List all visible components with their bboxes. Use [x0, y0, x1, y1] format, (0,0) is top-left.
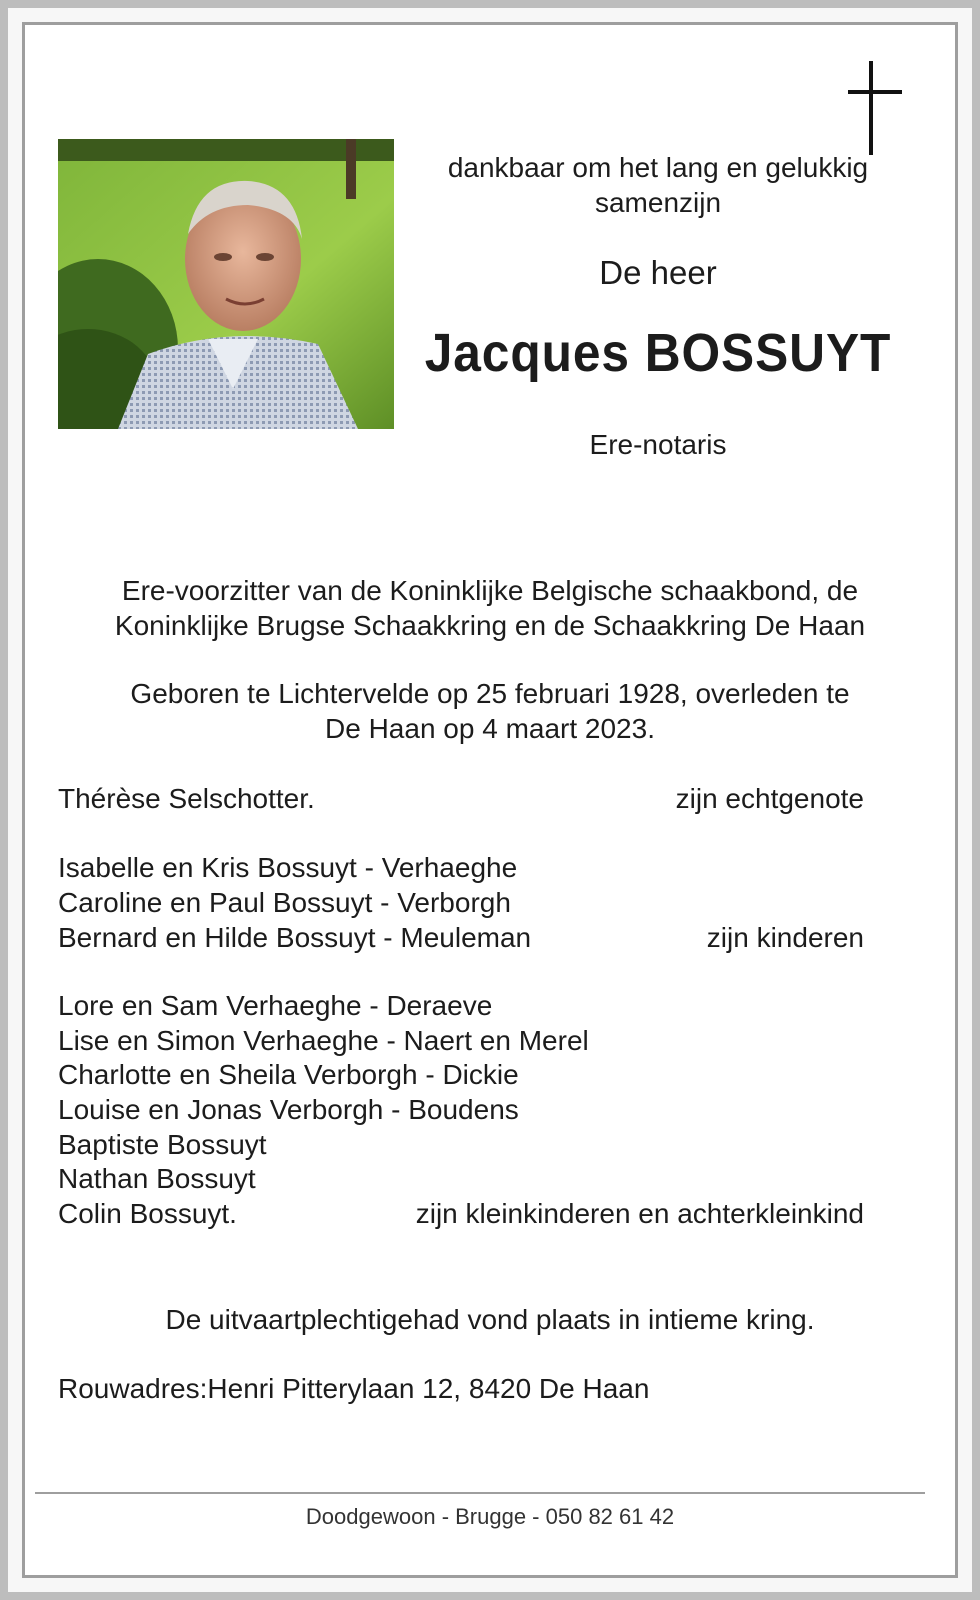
grandchild-row-2	[58, 1023, 864, 1058]
deceased-title: Ere-notaris	[589, 429, 727, 460]
children-relation: zijn kinderen	[706, 922, 864, 953]
grandchild-name: Baptiste Bossuyt	[58, 1129, 267, 1160]
intro-line-2: samenzijn	[594, 187, 722, 218]
grandchild-row-4	[58, 1092, 864, 1127]
footer-divider	[35, 1492, 925, 1494]
grandchild-row-5	[58, 1127, 864, 1162]
grandchild-row-6	[58, 1161, 864, 1196]
mourning-address: Rouwadres:Henri Pitterylaan 12, 8420 De Haan	[58, 1373, 650, 1404]
intro-text	[415, 150, 901, 220]
grandchild-row-1	[58, 988, 864, 1023]
grandchild-name: Colin Bossuyt.	[58, 1198, 237, 1229]
address-row	[58, 1371, 864, 1406]
deceased-name: Jacques BOSSUYT	[424, 323, 892, 383]
grandchild-row-3	[58, 1057, 864, 1092]
honors-line-1: Ere-voorzitter van de Koninklijke Belgische schaakbond, de	[121, 575, 859, 606]
grandchildren-relation: zijn kleinkinderen en achterkleinkind	[415, 1198, 864, 1229]
salutation: De heer	[599, 254, 717, 291]
deceased-name-wrap	[400, 322, 916, 392]
spouse-name: Thérèse Selschotter.	[58, 783, 315, 814]
birth-death-line-1: Geboren te Lichtervelde op 25 februari 1928, overleden te	[130, 678, 850, 709]
spouse-row	[58, 781, 864, 816]
birth-death-line-2: De Haan op 4 maart 2023.	[325, 713, 655, 744]
child-row-1	[58, 850, 864, 885]
portrait-photo	[58, 139, 394, 429]
honors-text	[30, 573, 950, 643]
honors-line-2: Koninklijke Brugse Schaakkring en de Schaakkring De Haan	[114, 610, 866, 641]
child-row-3	[58, 920, 864, 955]
child-name: Bernard en Hilde Bossuyt - Meuleman	[58, 922, 532, 953]
cross-icon-bar	[848, 90, 902, 94]
grandchild-name: Lise en Simon Verhaeghe - Naert en Merel	[58, 1025, 589, 1056]
funeral-note: De uitvaartplechtigehad vond plaats in intieme kring.	[165, 1304, 815, 1335]
birth-death-text	[30, 676, 950, 746]
child-name: Caroline en Paul Bossuyt - Verborgh	[58, 887, 511, 918]
grandchild-name: Lore en Sam Verhaeghe - Deraeve	[58, 990, 493, 1021]
footer-credit: Doodgewoon - Brugge - 050 82 61 42	[305, 1504, 675, 1529]
grandchild-name: Louise en Jonas Verborgh - Boudens	[58, 1094, 519, 1125]
intro-line-1: dankbaar om het lang en gelukkig	[447, 152, 869, 183]
cross-icon	[869, 61, 873, 155]
child-name: Isabelle en Kris Bossuyt - Verhaeghe	[58, 852, 518, 883]
grandchild-name: Nathan Bossuyt	[58, 1163, 256, 1194]
grandchild-name: Charlotte en Sheila Verborgh - Dickie	[58, 1059, 519, 1090]
grandchild-row-7	[58, 1196, 864, 1231]
child-row-2	[58, 885, 864, 920]
spouse-relation: zijn echtgenote	[675, 783, 864, 814]
